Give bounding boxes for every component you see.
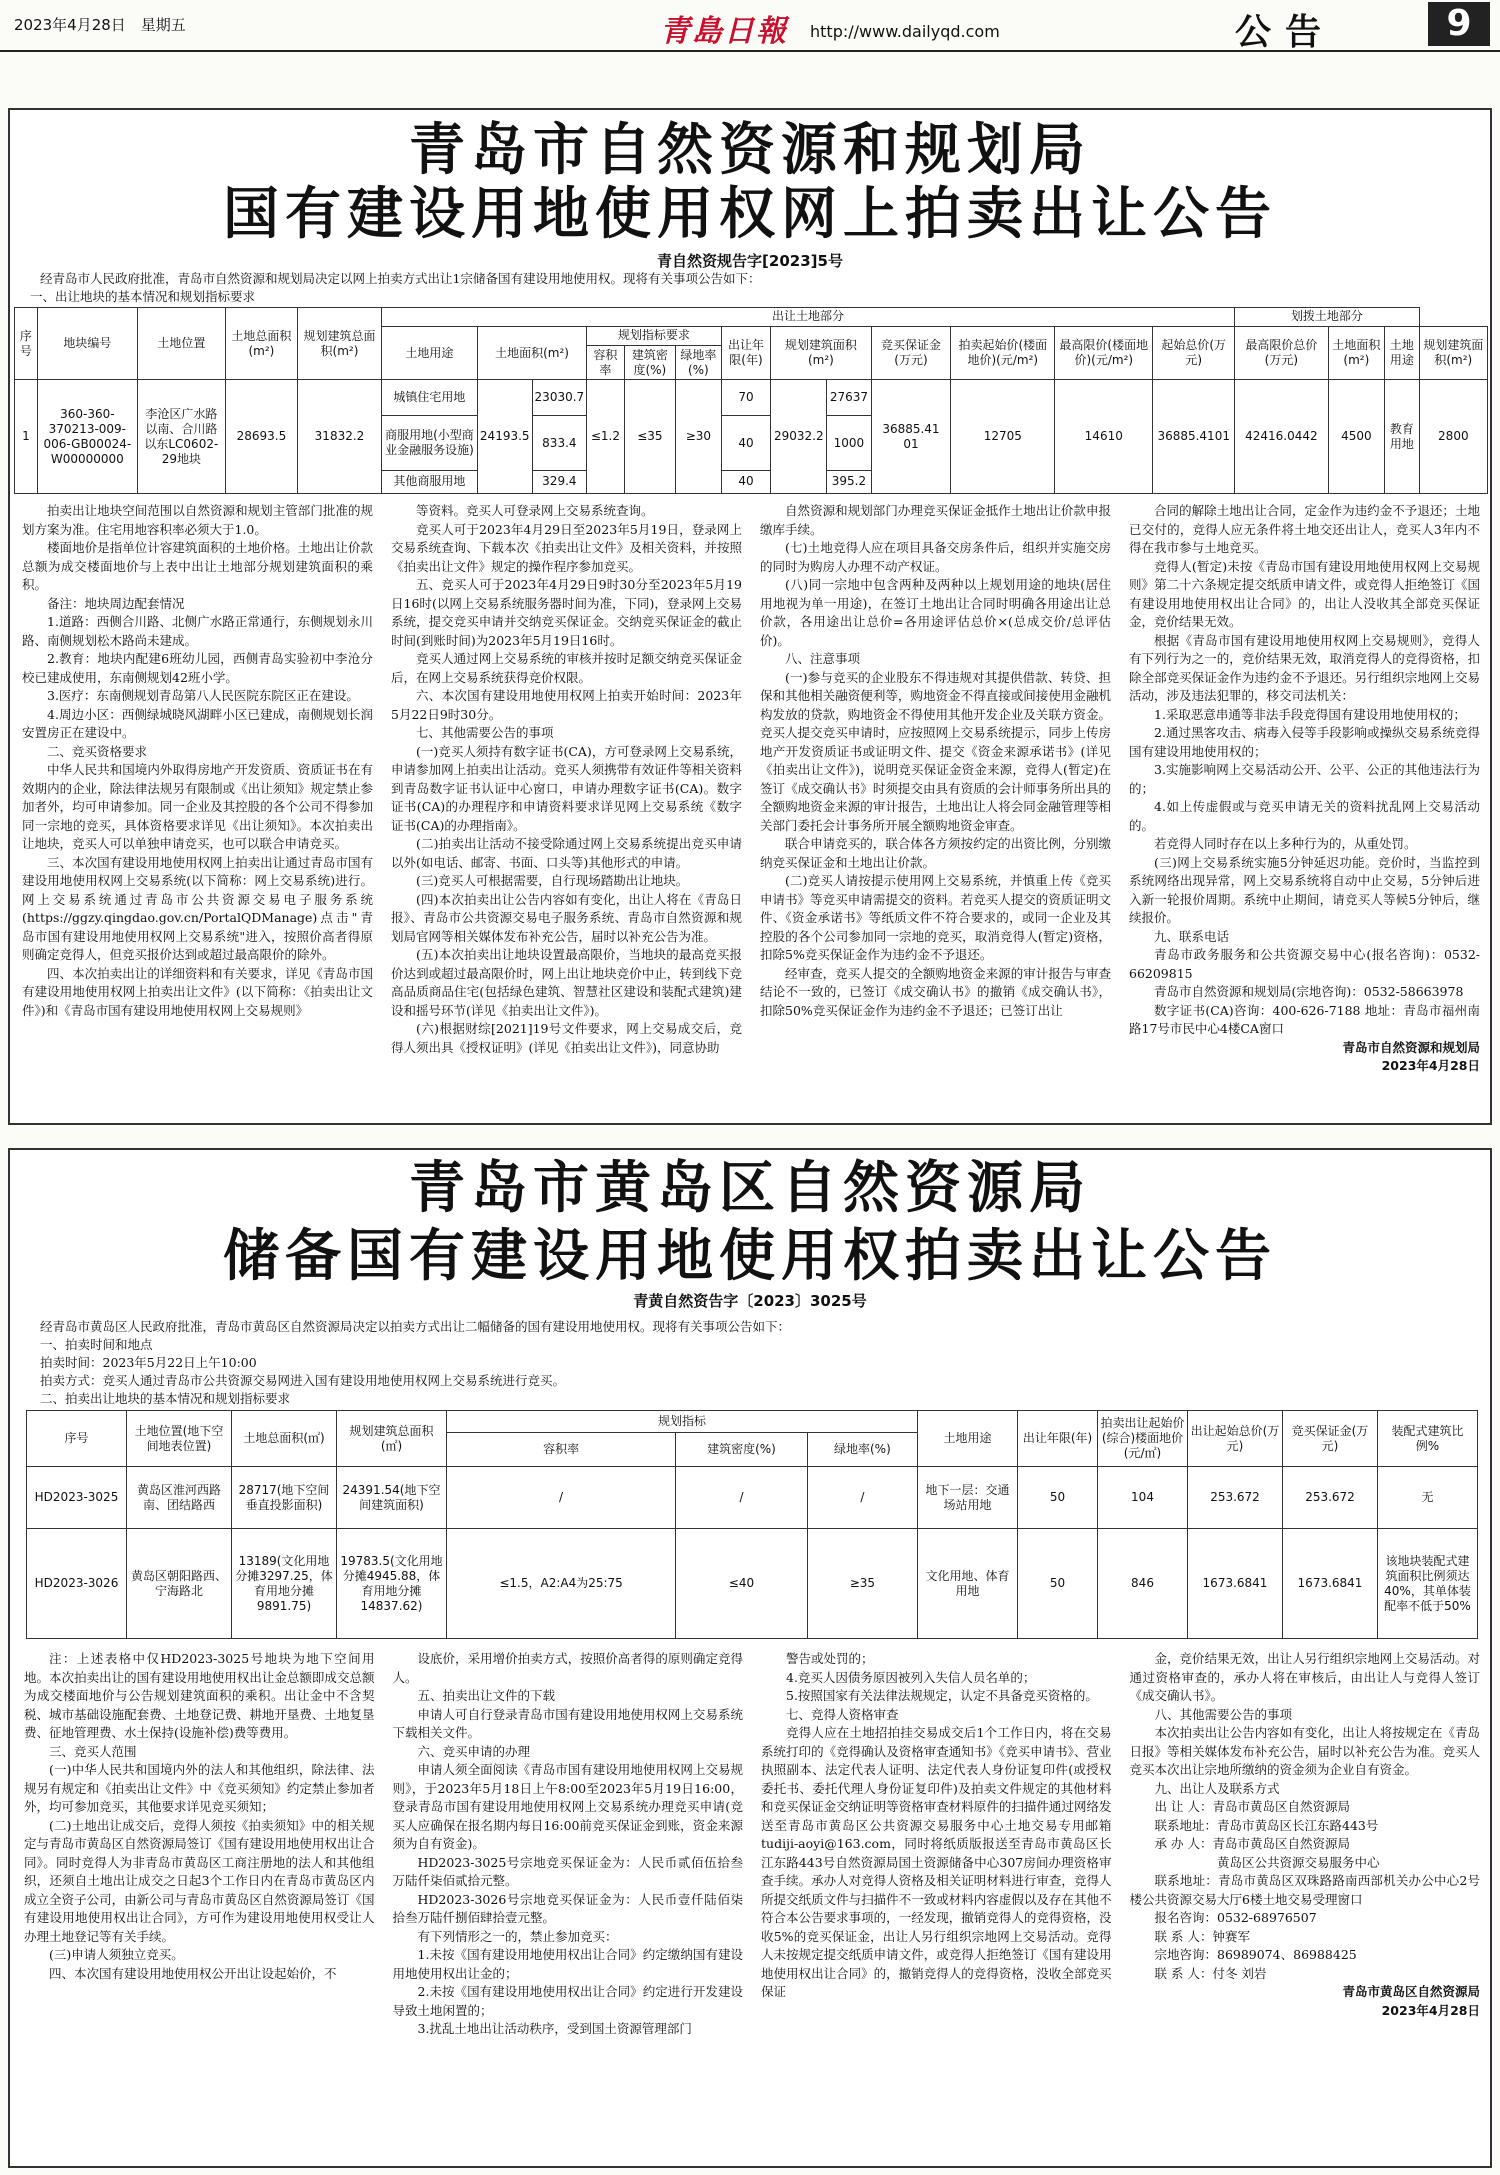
ann1-doc-number: 青自然资规告字[2023]5号 [657, 252, 843, 270]
th2-bld: 规划建筑总面积(㎡) [337, 1411, 447, 1467]
td2-loc: 黄岛区淮河西路南、团结路西 [127, 1467, 232, 1529]
paragraph: 注：上述表格中仅HD2023-3025号地块为地下空间用地。本次拍卖出让的国有建设用地使用权出让金总额即成交总额为成交楼面地价与公告规划建筑面积的乘积。出让金中不含契税、城市基础设施配套费、土地登记费、耕地开垦费、土地复垦费、征地管理费、水土保持(设施补偿)费等费用。 [24, 1651, 375, 1740]
th-code: 地块编号 [37, 308, 137, 380]
td-larea: 24193.5 [477, 380, 532, 494]
paragraph: 三、竞买人范围 [49, 1743, 137, 1759]
paragraph: 数字证书(CA)咨询：400-626-7188 地址：青岛市福州南路17号市民中心4楼CA窗口 [1129, 1002, 1480, 1036]
paragraph: 2.教育：地块内配建6班幼儿园，西侧青岛实验初中李沧分校已建成使用，东南侧规划42班小学。 [22, 651, 373, 685]
td-use-3: 其他商服用地 [381, 470, 477, 493]
td-years-2: 40 [721, 416, 771, 471]
th-alloc-bld: 规划建筑面积(m²) [1419, 326, 1487, 380]
paragraph: 联 系 人：钟赛军 [1154, 1928, 1250, 1944]
paragraph: (一)竞买人须持有数字证书(CA)，方可登录网上交易系统，申请参加网上拍卖出让活动。竞买人须携带有效证件等相关资料到青岛数字证书认证中心窗口，申请办理数字证书(CA)。数字证书(CA)的办理程序和申请资料要求详见网上交易系统《数字证书(CA)的办理指南》。 [391, 743, 742, 833]
th-start-total: 起始总价(万元) [1153, 326, 1235, 380]
paragraph: 八、其他需要公告的事项 [1154, 1706, 1293, 1722]
th2-use: 土地用途 [918, 1411, 1018, 1467]
td2-green: ≥35 [807, 1529, 917, 1639]
paragraph: 宗地咨询：86989074、86988425 [1154, 1947, 1357, 1962]
paragraph: (六)根据财综[2021]19号文件要求，网上交易成交后，竞得人须出具《授权证明》(详见《拍卖出让文件》)，同意协助 [391, 1021, 742, 1055]
paragraph: 1.采取恶意串通等非法手段竞得国有建设用地使用权的； [1154, 706, 1466, 722]
paragraph: 经审查，竞买人提交的全额购地资金来源的审计报告与审查结论不一致的，已签订《成交确认书》的撤销《成交确认书》，扣除50%竞买保证金作为违约金不予退还；已签订出让 [760, 965, 1111, 1018]
paragraph: 4.周边小区：西侧绿城晓风湖畔小区已建成，南侧规划长润安置房正在建设中。 [22, 706, 373, 740]
th-dens: 建筑密度(%) [624, 345, 675, 380]
paragraph: 3.扰乱土地出让活动秩序，受到国土资源管理部门 [417, 2021, 692, 2036]
th-barea: 规划建筑面积(m²) [771, 326, 871, 380]
td2-dens: ≤40 [676, 1529, 808, 1639]
td2-area: 28717(地下空间垂直投影面积) [232, 1467, 337, 1529]
td-sub-area-3: 329.4 [532, 470, 587, 493]
paragraph: 二、竞买资格要求 [47, 743, 148, 759]
newspaper-logo: 青島日報 [660, 14, 788, 49]
td2-dep: 253.672 [1283, 1467, 1378, 1529]
paragraph: 3.医疗：东南侧规划青岛第八人民医院东院区正在建设。 [47, 688, 359, 703]
paragraph: 竞买人可于2023年4月29日至2023年5月19日，登录网上交易系统查询、下载本次《拍卖出让文件》及相关资料，并按照《拍卖出让文件》规定的操作程序参加竞买。 [391, 521, 742, 574]
td2-start-total: 253.672 [1188, 1467, 1283, 1529]
td2-start: 846 [1098, 1529, 1188, 1639]
paragraph: (五)本次拍卖出让地块设置最高限价，当地块的最高竞买报价达到或超过最高限价时，网上出让地块竞价中止，转到线下竞高品质商品住宅(包括绿色建筑、智慧社区建设和装配式建筑)建设和摇号环节(详见《拍卖出让文件》)。 [391, 947, 742, 1018]
paragraph: 八、注意事项 [785, 651, 861, 666]
td-sub-area-1: 23030.7 [532, 380, 587, 416]
paragraph: 联合申请竞买的，联合体各方须按约定的出资比例，分别缴纳竞买保证金和土地出让价款。 [760, 836, 1111, 870]
paragraph: 自然资源和规划部门办理竞买保证金抵作土地出让价款申报缴库手续。 [760, 503, 1111, 537]
ann2-land-table [26, 1410, 1478, 1639]
paragraph: 4.竞买人因债务原因被列入失信人员名单的； [786, 1669, 1036, 1685]
paragraph: 六、本次国有建设用地使用权网上拍卖开始时间：2023年5月22日9时30分。 [391, 688, 742, 722]
td2-dep: 1673.6841 [1283, 1529, 1378, 1639]
th2-dep: 竞买保证金(万元) [1283, 1411, 1378, 1467]
ann1-land-table [14, 307, 1488, 494]
paragraph: 五、拍卖出让文件的下载 [417, 1688, 556, 1703]
th-dep: 竞买保证金(万元) [871, 326, 951, 380]
td-use-1: 城镇住宅用地 [381, 380, 477, 416]
paragraph: (三)竞买人可根据需要，自行现场踏勘出让地块。 [416, 873, 689, 888]
th-max-total: 最高限价总价(万元) [1235, 326, 1328, 380]
paragraph: 三、本次国有建设用地使用权网上拍卖出让通过青岛市国有建设用地使用权网上交易系统(以下简称：网上交易系统)进行。网上交易系统通过青岛市公共资源交易电子服务系统(https://ggzy.qingdao.gov.cn/PortalQDManage)点击"青岛市国有建设用地使用权网上交易系统"进入，按照价高者得原则确定竞得人，但竞买报价达到或超过最高限价的除外。 [22, 854, 373, 962]
ann2-intro-4: 二、拍卖出让地块的基本情况和规划指标要求 [40, 1391, 291, 1406]
paragraph: 警告或处罚的； [786, 1651, 874, 1666]
td-loc: 李沧区广水路以南、合川路以东LC0602-29地块 [137, 380, 225, 494]
th2-prefab: 装配式建筑比例% [1378, 1411, 1478, 1467]
ann1-issuer: 青岛市自然资源和规划局 [1342, 1039, 1480, 1055]
paragraph: (四)本次拍卖出让公告内容如有变化，出让人将在《青岛日报》、青岛市公共资源交易电子服务系统、青岛市自然资源和规划局官网等相关媒体发布补充公告，届时以补充公告为准。 [391, 891, 742, 944]
td-alloc-bld: 2800 [1419, 380, 1487, 494]
ann1-title-line2: 国有建设用地使用权网上拍卖出让公告 [223, 181, 1277, 247]
th-plan: 规划指标要求 [587, 326, 721, 345]
paragraph: 四、本次国有建设用地使用权公开出让设起始价，不 [49, 1965, 337, 1981]
td2-loc: 黄岛区朝阳路西、宁海路北 [127, 1529, 232, 1639]
th-sale: 出让土地部分 [381, 308, 1234, 327]
th-alloc-use: 土地用途 [1385, 326, 1419, 380]
paragraph: 申请人可自行登录青岛市国有建设用地使用权网上交易系统下载相关文件。 [392, 1706, 743, 1740]
paragraph: 出 让 人：青岛市黄岛区自然资源局 [1154, 1799, 1350, 1814]
paragraph: 根据《青岛市国有建设用地使用权网上交易规则》，竞得人有下列行为之一的，竞价结果无效，取消竞得人的竞得资格，扣除全部竞买保证金作为违约金不予退还。另行组织宗地网上交易活动，涉及违法犯罪的，移交司法机关： [1129, 632, 1480, 703]
td-use-2: 商服用地(小型商业金融服务设施) [381, 416, 477, 471]
paragraph: 设底价，采用增价拍卖方式，按照价高者得的原则确定竞得人。 [392, 1651, 743, 1685]
paragraph: 1.未按《国有建设用地使用权出让合同》约定缴纳国有建设用地使用权出让金的； [392, 1947, 743, 1981]
paragraph: (二)竞买人请按提示使用网上交易系统，并慎重上传《竞买申请书》等竞买申请需提交的资料。若竞买人提交的资质证明文件、《资金承诺书》等纸质文件不符合要求的，或同一企业及其控股的各个公司参加同一宗地的竞买，取消竞得人(暂定)资格，扣除5%竞买保证金作为违约金不予退还。 [760, 873, 1111, 962]
paragraph: 联 系 人：付冬 刘岩 [1154, 1965, 1267, 1981]
paragraph: 承 办 人：青岛市黄岛区自然资源局 [1154, 1836, 1350, 1851]
paragraph: 六、竞买申请的办理 [417, 1743, 531, 1759]
td2-area: 13189(文化用地分摊3297.25，体育用地分摊9891.75) [232, 1529, 337, 1639]
td2-use: 地下一层：交通场站用地 [918, 1467, 1018, 1529]
th2-start-total: 出让起始总价(万元) [1188, 1411, 1283, 1467]
td2-prefab: 该地块装配式建筑面积比例须达40%，其单体装配率不低于50% [1378, 1529, 1478, 1639]
paragraph: 联系地址：青岛市黄岛区双珠路路南西部机关办公中心2号楼公共资源交易大厅6楼土地交易受理窗口 [1129, 1873, 1480, 1907]
paragraph: 2.未按《国有建设用地使用权出让合同》约定进行开发建设导致土地闲置的； [392, 1984, 743, 2018]
site-url[interactable]: http://www.dailyqd.com [810, 22, 1000, 41]
td-start-total: 36885.4101 [1153, 380, 1235, 494]
paragraph: 2.通过黑客攻击、病毒入侵等手段影响或操纵交易系统竞得国有建设用地使用权的； [1129, 725, 1480, 759]
paragraph: 合同的解除土地出让合同，定金作为违约金不予退还；土地已交付的，竞得人应无条件将土地交还出让人，竞买人3年内不得在我市参与土地竞买。 [1129, 503, 1480, 555]
paragraph: 九、联系电话 [1154, 928, 1230, 944]
th-alloc-area: 土地面积(m²) [1328, 326, 1385, 380]
th-loc: 土地位置 [137, 308, 225, 380]
th-green: 绿地率(%) [676, 345, 722, 380]
ann1-intro: 经青岛市人民政府批准，青岛市自然资源和规划局决定以网上拍卖方式出让1宗储备国有建设用地使用权。现将有关事项公告如下： [40, 271, 761, 286]
td2-far: ≤1.5，A2:A4为25:75 [447, 1529, 676, 1639]
paragraph: 楼面地价是指单位计容建筑面积的土地价格。土地出让价款总额为成交楼面地价与上表中出让土地部分规划建筑面积的乘积。 [22, 540, 373, 592]
ann1-column [1129, 502, 1480, 1122]
td2-green: / [807, 1467, 917, 1529]
th-area: 土地总面积(m²) [225, 308, 297, 380]
td2-start-total: 1673.6841 [1188, 1529, 1283, 1639]
paragraph: 申请人须全面阅读《青岛市国有建设用地使用权网上交易规则》，于2023年5月18日上午8:00至2023年5月19日16:00，登录青岛市国有建设用地使用权网上交易系统办理竞买申请(竞买人应确保在报名期内每日16:00前竞买保证金到账，资金来源须为自有资金)。 [392, 1762, 743, 1851]
td2-seq: HD2023-3025 [27, 1467, 127, 1529]
masthead [0, 0, 1500, 52]
ann2-doc-number: 青黄自然资告字〔2023〕3025号 [633, 1292, 867, 1310]
ann2-title-line2: 储备国有建设用地使用权拍卖出让公告 [223, 1223, 1277, 1289]
ann1-signature [1129, 1039, 1480, 1076]
paragraph: 有下列情形之一的，禁止参加竞买： [417, 1928, 618, 1944]
th-years: 出让年限(年) [721, 326, 771, 380]
section-name: 公告 [1235, 11, 1336, 53]
ann1-column [22, 502, 373, 1122]
paragraph: 1.道路：西侧合川路、北侧广水路正常通行，东侧规划永川路、南侧规划松木路尚未建成。 [22, 614, 373, 648]
th-use: 土地用途 [381, 326, 477, 380]
td-sub-barea-3: 395.2 [827, 470, 871, 493]
paragraph: 本次拍卖出让公告内容如有变化，出让人将按规定在《青岛日报》等相关媒体发布补充公告，届时以补充公告为准。竞买人竞买本次出让宗地所缴纳的资金须为企业自有资金。 [1129, 1725, 1480, 1777]
paragraph: (三)申请人须独立竞买。 [49, 1947, 184, 1962]
td-sub-area-2: 833.4 [532, 416, 587, 471]
announcement-qingdao [8, 108, 1492, 1125]
ann2-intro-2: 拍卖时间：2023年5月22日上午10:00 [40, 1355, 257, 1370]
td-area: 28693.5 [225, 380, 297, 494]
paragraph: 青岛市自然资源和规划局(宗地咨询)：0532-58663978 [1154, 984, 1464, 999]
td-alloc-use: 教育用地 [1385, 380, 1419, 494]
ann2-intro-0: 经青岛市黄岛区人民政府批准，青岛市黄岛区自然资源局决定以拍卖方式出让二幅储备的国有建设用地使用权。现将有关事项公告如下： [40, 1319, 791, 1334]
table-row [27, 1467, 1478, 1529]
ann2-signature [1130, 1983, 1481, 2020]
paragraph: (三)网上交易系统实施5分钟延迟功能。竞价时，当监控到系统网络出现异常，网上交易系统将自动中止交易，5分钟后进入新一轮报价周期。系统中止期间，请竞买人等候5分钟后，继续报价。 [1129, 854, 1480, 925]
paragraph: HD2023-3025号宗地竞买保证金为：人民币贰佰伍拾叁万陆仟柒佰贰拾元整。 [392, 1854, 743, 1888]
paragraph: 拍卖出让地块空间范围以自然资源和规划主管部门批准的规划方案为准。住宅用地容积率必须大于1.0。 [22, 503, 373, 537]
th2-area: 土地总面积(㎡) [232, 1411, 337, 1467]
th-bld: 规划建筑总面积(m²) [298, 308, 382, 380]
paragraph: 金，竞价结果无效，出让人另行组织宗地网上交易活动。对通过资格审查的，承办人将在审核后，由出让人与竞得人签订《成交确认书》。 [1129, 1651, 1480, 1703]
paragraph: (一)中华人民共和国境内外的法人和其他组织，除法律、法规另有规定和《拍卖出让文件》中《竞买须知》约定禁止参加者外，均可参加竞买，其他要求详见竞买须知； [24, 1762, 375, 1814]
td-sub-barea-2: 1000 [827, 416, 871, 471]
td2-prefab: 无 [1378, 1467, 1478, 1529]
th2-green: 绿地率(%) [807, 1433, 917, 1467]
paragraph: 报名咨询：0532-68976507 [1154, 1910, 1317, 1925]
paragraph: (二)土地出让成交后，竞得人须按《拍卖须知》中的相关规定与青岛市黄岛区自然资源局签订《国有建设用地使用权出让合同》。同时竞得人为非青岛市黄岛区工商注册地的法人和其他组织，还须自土地出让成交之日起3个工作日内在青岛市黄岛区内成立全资子公司，由新公司与青岛市黄岛区自然资源局签订《国有建设用地使用权出让合同》，方可作为建设用地使用权受让人办理土地登记等有关手续。 [24, 1817, 375, 1944]
paragraph: HD2023-3026号宗地竞买保证金为：人民币壹仟陆佰柒拾叁万陆仟捌佰肆拾壹元整。 [392, 1891, 743, 1925]
issue-date: 2023年4月28日 星期五 [14, 16, 186, 34]
td-seq: 1 [15, 380, 38, 494]
ann2-column [24, 1650, 375, 2162]
ann2-body [24, 1650, 1480, 2162]
ann1-body [22, 502, 1480, 1122]
paragraph: 五、竞买人可于2023年4月29日9时30分至2023年5月19日16时(以网上交易系统服务器时间为准，下同)，登录网上交易系统，提交竞买申请并交纳竞买保证金。交纳竞买保证金的截止时间(到账时间)为2023年5月19日16时。 [391, 577, 742, 648]
ann2-issuer: 青岛市黄岛区自然资源局 [1342, 1984, 1480, 1999]
paragraph: 竞得人(暂定)未按《青岛市国有建设用地使用权网上交易规则》第二十六条规定提交纸质申请文件，或竞得人拒绝签订《国有建设用地使用权出让合同》的，出让人没收其全部竞买保证金，竞价结果无效。 [1129, 558, 1480, 629]
td-sub-barea-1: 27637 [827, 380, 871, 416]
paragraph: 七、其他需要公告的事项 [416, 725, 554, 740]
td-far: ≤1.2 [587, 380, 624, 494]
td2-dens: / [676, 1467, 808, 1529]
ann2-column [761, 1650, 1112, 2162]
th-max: 最高限价(楼面地价)(元/m²) [1055, 326, 1153, 380]
td-max-total: 42416.0442 [1235, 380, 1328, 494]
td-dens: ≤35 [624, 380, 675, 494]
paragraph: 若竞得人同时存在以上多种行为的，从重处罚。 [1154, 836, 1417, 851]
td2-seq: HD2023-3026 [27, 1529, 127, 1639]
paragraph: 竞买人通过网上交易系统的审核并按时足额交纳竞买保证金后，在网上交易系统获得竞价权限。 [391, 651, 742, 685]
paragraph: 七、竞得人资格审查 [786, 1706, 899, 1722]
td-years-1: 70 [721, 380, 771, 416]
paragraph: (二)拍卖出让活动不接受除通过网上交易系统提出竞买申请以外(如电话、邮寄、书面、口头等)其他形式的申请。 [391, 836, 742, 870]
paragraph: (一)参与竞买的企业股东不得违规对其提供借款、转贷、担保和其他相关融资便利等，购地资金不得直接或间接使用金融机构发放的贷款，购地资金不得使用其他开发企业及关联方资金。竞买人提交竞买申请时，应按照网上交易系统提示，同步上传房地产开发资质证书或证明文件、提交《资金来源承诺书》(详见《拍卖出让文件》)，说明竞买保证金资金来源，竞得人(暂定)在签订《成交确认书》时须提交由具有资质的会计师事务所出具的全额购地资金来源的审计报告，土地出让人将会同金融管理等相关部门委托会计事务所开展全额购地资金审查。 [760, 669, 1111, 833]
announcement-huangdao [8, 1148, 1492, 2168]
ann1-column [760, 502, 1111, 1122]
th2-seq: 序号 [27, 1411, 127, 1467]
ann1-date: 2023年4月28日 [1381, 1058, 1480, 1073]
ann2-column [1130, 1650, 1481, 2162]
page-number: 9 [1428, 2, 1490, 46]
paragraph: 5.按照国家有关法律法规规定，认定不具备竞买资格的。 [786, 1688, 1098, 1703]
ann2-column [393, 1650, 744, 2162]
ann2-title-line1: 青岛市黄岛区自然资源局 [409, 1155, 1091, 1221]
td2-start: 104 [1098, 1467, 1188, 1529]
td-alloc-area: 4500 [1328, 380, 1385, 494]
td2-bld: 19783.5(文化用地分摊4945.88，体育用地分摊14837.62) [337, 1529, 447, 1639]
paragraph: (七)土地竞得人应在项目具备交房条件后，组织并实施交房的同时为购房人办理不动产权证。 [760, 540, 1111, 574]
td-barea: 29032.2 [771, 380, 827, 494]
paragraph: 九、出让人及联系方式 [1154, 1780, 1280, 1796]
td-green: ≥30 [676, 380, 722, 494]
paragraph: (八)同一宗地中包含两种及两种以上规划用途的地块(居住用地视为单一用途)，在签订土地出让合同时明确各用途出让总价款，各用途出让总价=各用途评估总价×(总成交价/总评估价)。 [760, 577, 1111, 648]
ann2-intro-1: 一、拍卖时间和地点 [40, 1337, 153, 1352]
td2-years: 50 [1018, 1529, 1098, 1639]
td2-use: 文化用地、体育用地 [918, 1529, 1018, 1639]
th-start: 拍卖起始价(楼面地价)(元/m²) [951, 326, 1055, 380]
td2-far: / [447, 1467, 676, 1529]
ann1-title-line1: 青岛市自然资源和规划局 [409, 117, 1091, 183]
th2-far: 容积率 [447, 1433, 676, 1467]
paragraph: 3.实施影响网上交易活动公开、公平、公正的其他违法行为的； [1129, 762, 1480, 796]
ann2-date: 2023年4月28日 [1381, 2002, 1480, 2018]
paragraph: 竞得人应在土地招拍挂交易成交后1个工作日内，将在交易系统打印的《竞得确认及资格审查通知书》《竞买申请书》、营业执照副本、法定代表人证明、法定代表人身份证复印件(或授权委托书、委托代理人身份证复印件)及拍卖文件规定的其他材料和竞买保证金交纳证明等资格审查材料原件的扫描件通过网络发送至青岛市黄岛区公共资源交易服务中心土地交易专用邮箱tudiji-aoyi@163.com，同时将纸质版报送至青岛市黄岛区长江东路443号自然资源局国土资源储备中心307房间办理资格审查手续。承办人对竞得人资格及相关证明材料进行审查，竞得人所提交纸质文件与扫描件不一致或材料内容虚假以及存在其他不符合本公告要求事项的，一经发现，撤销竞得人的竞得资格，没收5%的竞买保证金，出让人另行组织宗地网上交易活动。竞得人未按规定提交纸质申请文件，或竞得人拒绝签订《国有建设用地使用权出让合同》的，撤销竞得人的竞得资格，没收全部竞买保证 [761, 1725, 1112, 1999]
th2-plan: 规划指标 [447, 1411, 918, 1433]
td-code: 360-360-370213-009-006-GB00024-W00000000 [37, 380, 137, 494]
paragraph: 备注：地块周边配套情况 [47, 595, 185, 611]
td-years-3: 40 [721, 470, 771, 493]
th2-loc: 土地位置(地下空间地表位置) [127, 1411, 232, 1467]
paragraph: 青岛市政务服务和公共资源交易中心(报名咨询)：0532-66209815 [1129, 947, 1480, 981]
th2-dens: 建筑密度(%) [676, 1433, 808, 1467]
th-far: 容积率 [587, 345, 624, 380]
th2-years: 出让年限(年) [1018, 1411, 1098, 1467]
th-larea: 土地面积(m²) [477, 326, 586, 380]
th-seq: 序号 [15, 308, 38, 380]
paragraph: 中华人民共和国境内外取得房地产开发资质、资质证书在有效期内的企业，除法律法规另有限制或《出让须知》规定禁止参加者外，均可申请参加。同一企业及其控股的各个公司不得参加同一宗地的竞买，具体资格要求详见《出让须知》。本次拍卖出让地块，竞买人可以单独申请竞买，也可以联合申请竞买。 [22, 762, 373, 851]
paragraph: 4.如上传虚假或与竞买申请无关的资料扰乱网上交易活动的。 [1129, 799, 1480, 833]
paragraph: 黄岛区公共资源交易服务中心 [1154, 1854, 1380, 1870]
td2-years: 50 [1018, 1467, 1098, 1529]
th-alloc: 划拨土地部分 [1235, 308, 1420, 327]
td-dep: 36885.41 01 [871, 380, 951, 494]
ann1-section-1: 一、出让地块的基本情况和规划指标要求 [30, 289, 256, 304]
paragraph: 四、本次拍卖出让的详细资料和有关要求，详见《青岛市国有建设用地使用权网上拍卖出让文件》(以下简称：《拍卖出让文件》)和《青岛市国有建设用地使用权网上交易规则》 [22, 965, 373, 1018]
ann2-intro-3: 拍卖方式：竞买人通过青岛市公共资源交易网进入国有建设用地使用权网上交易系统进行竞买。 [40, 1373, 566, 1388]
th2-start: 拍卖出让起始价(综合)楼面地价(元/㎡) [1098, 1411, 1188, 1467]
paragraph: 联系地址：青岛市黄岛区长江东路443号 [1154, 1817, 1379, 1833]
td-bld: 31832.2 [298, 380, 382, 494]
td2-bld: 24391.54(地下空间建筑面积) [337, 1467, 447, 1529]
paragraph: 等资料。竞买人可登录网上交易系统查询。 [416, 503, 654, 518]
td-max: 14610 [1055, 380, 1153, 494]
ann1-column [391, 502, 742, 1122]
td-start: 12705 [951, 380, 1055, 494]
table-row [27, 1529, 1478, 1639]
